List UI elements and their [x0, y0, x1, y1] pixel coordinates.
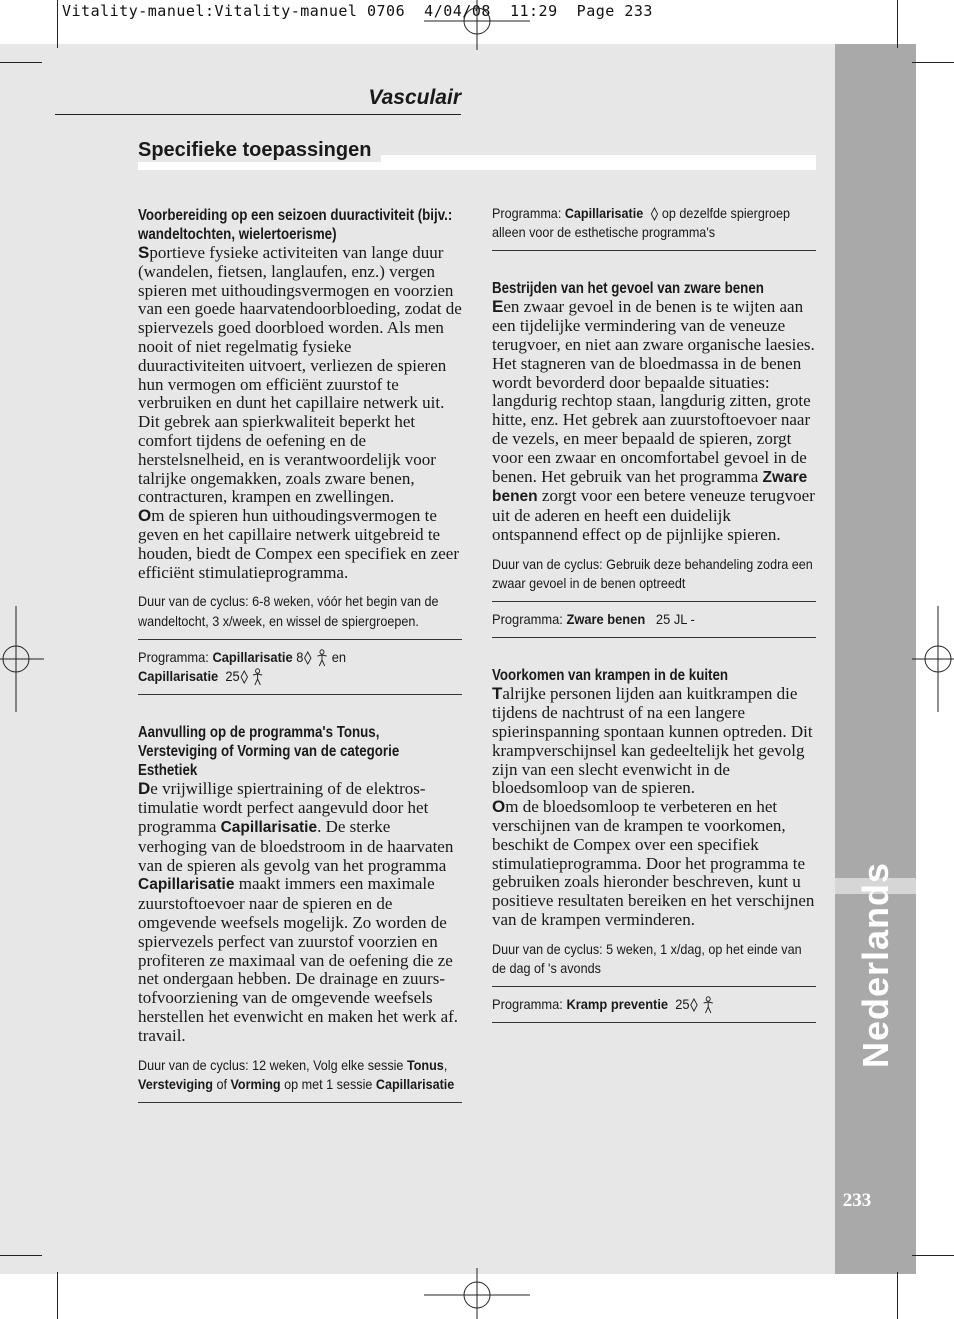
crop-mark — [912, 1255, 954, 1256]
program-level: 25 JL - — [655, 611, 695, 628]
registration-mark-top — [424, 0, 530, 50]
crop-mark — [897, 0, 898, 48]
paragraph-text: m de spieren hun uithoudingsvermogen te geven en het capillaire netwerk uitgebreid te houden, biedt de Compex een specifiek en zeer efficiënt stimulatieprogramma. — [138, 506, 459, 582]
drop-initial: S — [138, 243, 150, 262]
diamond-icon — [650, 207, 658, 221]
paragraph-text: portieve fysieke activiteiten van lange duur (wandelen, fietsen, langlaufen, enz.) vergen spieren met uithoudingsvermogen en voorzien van een goede haarvatendoorbloeding, zodat de spiervezels goed doorbloed worden. Als men nooit of niet regelmatig fysieke duuractiviteiten uitvoert, verliezen de spieren hun vermogen om efficiënt zuurstof te verbruiken en dunt het capillaire netwerk uit. Dit gebrek aan spierkwaliteit beperkt het comfort tijdens de oefening en de herstelsnelheid, en is verantwoordelijk voor talrijke ongemakken, zoals zware benen, contracturen, krampen en zwellingen. — [138, 243, 462, 507]
program-name: Capillarisatie — [138, 876, 235, 894]
subheading-heavy-legs: Bestrijden van het gevoel van zware benen — [492, 280, 764, 298]
program-name: Zware benen — [566, 611, 646, 628]
crop-mark — [0, 1255, 42, 1256]
paragraph — [138, 780, 462, 1045]
program-note — [492, 204, 816, 242]
page-number: 233 — [842, 1190, 872, 1211]
cycle-text: of — [212, 1075, 231, 1092]
divider — [492, 1022, 816, 1023]
drop-initial: E — [492, 297, 504, 317]
language-side-tab — [835, 44, 916, 1274]
program-name: Capillarisatie — [212, 648, 293, 665]
crop-mark — [0, 62, 42, 63]
cycle-duration: Duur van de cyclus: 6-8 weken, vóór het begin van de wandeltocht, 3 x/week, en wissel de spiergroepen. — [138, 593, 439, 629]
note-text: op dezelfde spiergroep alleen voor de esthetische programma's — [492, 205, 791, 241]
cycle-text: Duur van de cyclus: 12 weken, Volg elke sessie — [138, 1056, 407, 1073]
section-title: Vasculair — [368, 86, 461, 109]
print-header: Vitality-manuel:Vitality-manuel 0706 4/04/08 11:29 Page 233 — [62, 2, 653, 20]
cycle-duration: Duur van de cyclus: 5 weken, 1 x/dag, op het einde van de dag of 's avonds — [492, 940, 802, 976]
paragraph — [492, 298, 816, 544]
side-tab-label: Nederlands — [855, 861, 896, 1069]
subheading-seasonal-activity: Voorbereiding op een seizoen duuractiviteit (bijv.: wandeltochten, wielertoerisme) — [138, 207, 453, 243]
standing-person-icon — [701, 996, 714, 1014]
program-level: 25 — [225, 668, 240, 685]
program-level: 8 — [296, 648, 304, 665]
subheading-calf-cramps: Voorkomen van krampen in de kuiten — [492, 667, 729, 685]
program-prefix: Programma: — [492, 611, 567, 628]
crop-mark — [57, 0, 58, 48]
crop-mark — [897, 1272, 898, 1319]
program-line — [492, 610, 817, 629]
program-name: Kramp preventie — [566, 996, 669, 1013]
registration-mark-bottom — [424, 1268, 530, 1319]
program-name: Capillarisatie — [138, 668, 219, 685]
program-name: Capillarisatie — [375, 1075, 455, 1092]
crop-mark — [912, 62, 954, 63]
diamond-icon — [240, 670, 248, 684]
divider — [138, 1102, 462, 1103]
paragraph — [492, 798, 816, 930]
paragraph-text: e vrijwillige spiertraining of de elektrostimulatie wordt perfect aangevuld door het programma — [138, 779, 429, 836]
cycle-duration: Duur van de cyclus: Gebruik deze behandeling zodra een zwaar gevoel in de benen optreedt — [492, 555, 813, 591]
paragraph-text: m de bloedsomloop te verbeteren en het verschijnen van de krampen te voorkomen, beschikt de Compex over een specifiek stimulatieprogramma. Door het programma te gebruiken zoals hieronder beschreven, kunt u positieve resultaten bereiken en het verschijnen van de krampen verminderen. — [492, 797, 815, 929]
drop-initial: O — [492, 797, 506, 817]
program-prefix: Programma: — [138, 648, 213, 665]
program-prefix: Programma: — [492, 205, 565, 221]
program-prefix: Programma: — [492, 996, 567, 1013]
paragraph-text: zorgt voor een betere veneuze terugvoer uit de aderen en heeft een duidelijk ontspannend effect op de pijnlijke spieren. — [492, 486, 815, 544]
paragraph-text: . De sterke verhoging van de bloedstroom in de haarvaten van de spieren als gevolg van het programma — [138, 816, 454, 875]
program-line — [138, 648, 463, 687]
cycle-text: , — [443, 1056, 448, 1073]
paragraph — [492, 685, 816, 798]
right-column — [492, 204, 816, 1023]
drop-initial: O — [138, 506, 152, 526]
cycle-duration — [138, 1056, 462, 1094]
drop-initial: T — [492, 684, 503, 704]
crop-mark — [57, 1272, 58, 1319]
program-name: Versteviging — [138, 1075, 213, 1092]
paragraph-text: alrijke personen lijden aan kuitkrampen die tijdens de nachtrust of na een langere spierinspanning spontaan kunnen optreden. Dit krampverschijnsel kan gedeeltelijk het gevolg zijn van een slecht evenwicht in de bloedsomloop van de spieren. — [492, 684, 813, 798]
section-title-rule — [55, 114, 461, 115]
main-heading: Specifieke toepassingen — [138, 139, 381, 162]
program-level: 25 — [675, 996, 690, 1013]
registration-mark-left — [0, 606, 44, 712]
paragraph — [138, 244, 462, 507]
registration-mark-right — [912, 606, 954, 712]
program-name: Vorming — [230, 1075, 281, 1092]
program-name: Capillarisatie — [564, 205, 644, 221]
program-joiner: en — [328, 648, 347, 665]
cycle-text: op met 1 sessie — [280, 1075, 376, 1092]
paragraph-text: en zwaar gevoel in de benen is te wijten aan een tijdelijke vermindering van de veneuze terugvoer, en niet aan zware organische laesies. Het stagneren van de bloedmassa in de benen wordt bevorderd door bepaalde situaties: langdurig rechtop staan, langdurig zitten, grote hitte, enz. Het gebrek aan zuurstoftoevoer naar de vezels, en meer bepaald de spieren, zorgt voor een zwaar en oncomfortabel gevoel in de benen. Het gebruik van het programma — [492, 297, 815, 486]
program-name: Tonus — [406, 1056, 444, 1073]
program-name: Capillarisatie — [220, 818, 318, 836]
standing-person-icon — [252, 668, 265, 686]
diamond-icon — [303, 651, 311, 665]
paragraph-text: maakt immers een maximale zuurstoftoevoer naar de spieren en de omgevende weefsels mogelijk. Zo worden de spiervezels perfect van zuurstof voorzien en profiteren ze maximaal van de oefening die ze net ondergaan hebben. De drainage en zuurstofvoorziening van de omgevende weefsels herstellen het evenwicht en maken het werk af. travail. — [138, 874, 459, 1045]
standing-person-icon — [315, 649, 328, 667]
drop-initial: D — [138, 779, 151, 799]
subheading-esthetics-complement: Aanvulling op de programma's Tonus, Versteviging of Vorming van de categorie Esthetiek — [138, 724, 400, 780]
left-column — [138, 206, 462, 1103]
diamond-icon — [690, 998, 698, 1012]
program-line — [492, 995, 817, 1014]
paragraph — [138, 507, 462, 582]
program-name: Zware benen — [492, 468, 808, 506]
